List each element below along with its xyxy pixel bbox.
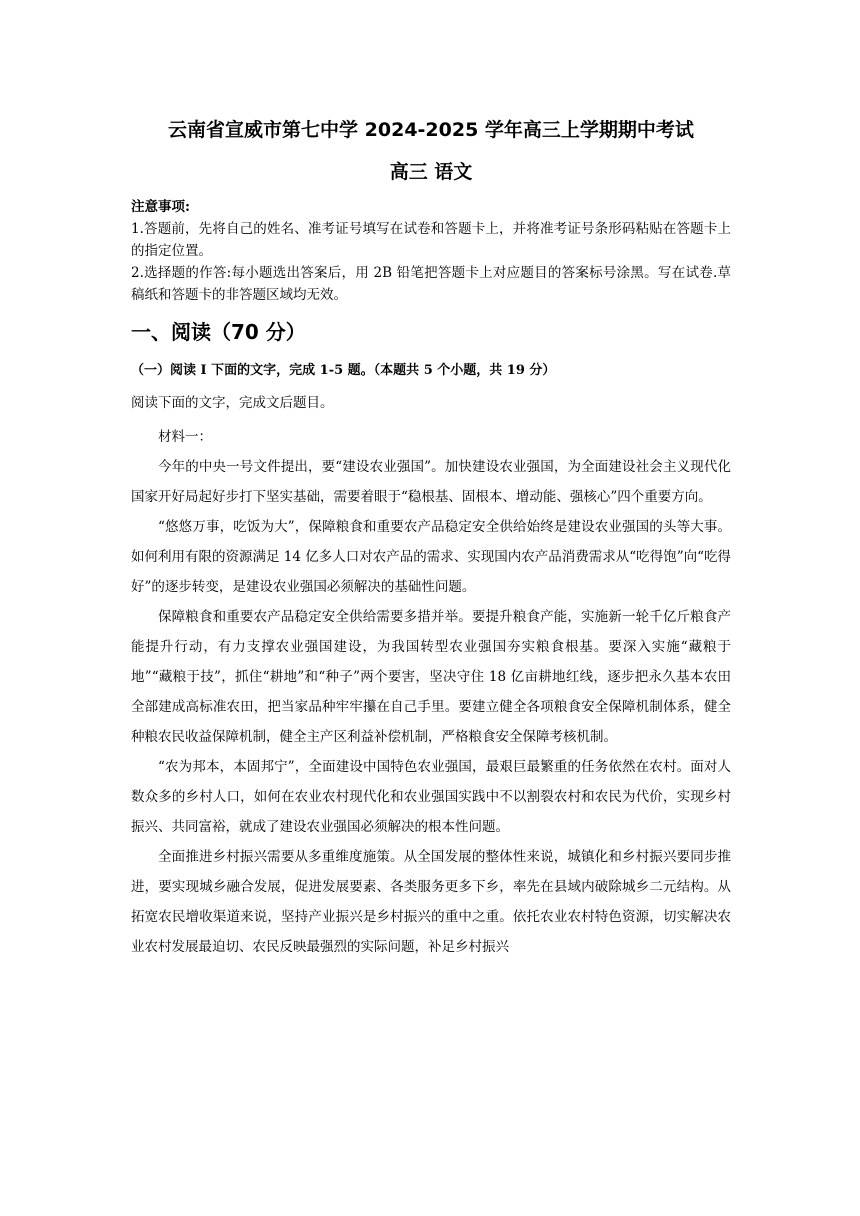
material-label: 材料一： <box>158 429 212 445</box>
material-paragraph-5: 全面推进乡村振兴需要从多重维度施策。从全国发展的整体性来说，城镇化和乡村振兴要同步推进，要实现城乡融合发展，促进发展要素、各类服务更多下乡，率先在县域内破除城乡二元结构。从拓宽农民增收渠道来说，坚持产业振兴是乡村振兴的重中之重。依托农业农村特色资源，切实解决农业农村发展最迫切、农民反映最强烈的实际问题，补足乡村振兴 <box>131 849 731 955</box>
exam-page <box>131 110 731 962</box>
reading-instruction: 阅读下面的文字，完成文后题目。 <box>131 395 334 411</box>
notice-heading: 注意事项: <box>131 199 190 215</box>
notice-item-2: 2.选择题的作答:每小题选出答案后，用 2B 铅笔把答题卡上对应题目的答案标号涂黑。写在试卷.草稿纸和答题卡的非答题区域均无效。 <box>131 265 731 303</box>
material-paragraph-4: “农为邦本，本固邦宁”，全面建设中国特色农业强国，最艰巨最繁重的任务依然在农村。面对人数众多的乡村人口，如何在农业农村现代化和农业强国实践中不以割裂农村和农民为代价，实现乡村振兴、共同富裕，就成了建设农业强国必须解决的根本性问题。 <box>131 759 731 835</box>
section-heading: 一、阅读（70 分） <box>131 320 306 344</box>
section-subheading: （一）阅读 I 下面的文字，完成 1-5 题。（本题共 5 个小题，共 19 分） <box>131 363 556 378</box>
exam-subtitle: 高三 语文 <box>389 161 473 183</box>
material-paragraph-3: 保障粮食和重要农产品稳定安全供给需要多措并举。要提升粮食产能，实施新一轮千亿斤粮食产能提升行动，有力支撑农业强国建设，为我国转型农业强国夯实粮食根基。要深入实施“藏粮于地”“藏粮于技”，抓住“耕地”和“种子”两个要害，坚决守住 18 亿亩耕地红线，逐步把永久基本农田全部建成高标准农田，把当家品种牢牢攥在自己手里。要建立健全各项粮食安全保障机制体系，健全种粮农民收益保障机制，健全主产区利益补偿机制，严格粮食安全保障考核机制。 <box>131 609 731 745</box>
exam-title: 云南省宣威市第七中学 2024-2025 学年高三上学期期中考试 <box>168 119 694 141</box>
notice-item-1: 1.答题前，先将自己的姓名、准考证号填写在试卷和答题卡上，并将准考证号条形码粘贴在答题卡上的指定位置。 <box>131 221 731 259</box>
material-paragraph-2: “悠悠万事，吃饭为大”，保障粮食和重要农产品稳定安全供给始终是建设农业强国的头等大事。如何利用有限的资源满足 14 亿多人口对农产品的需求、实现国内农产品消费需求从“吃得饱”向“吃得好”的逐步转变，是建设农业强国必须解决的基础性问题。 <box>131 519 731 595</box>
material-paragraph-1: 今年的中央一号文件提出，要“建设农业强国”。加快建设农业强国，为全面建设社会主义现代化国家开好局起好步打下坚实基础，需要着眼于“稳根基、固根本、增动能、强核心”四个重要方向。 <box>131 459 731 505</box>
